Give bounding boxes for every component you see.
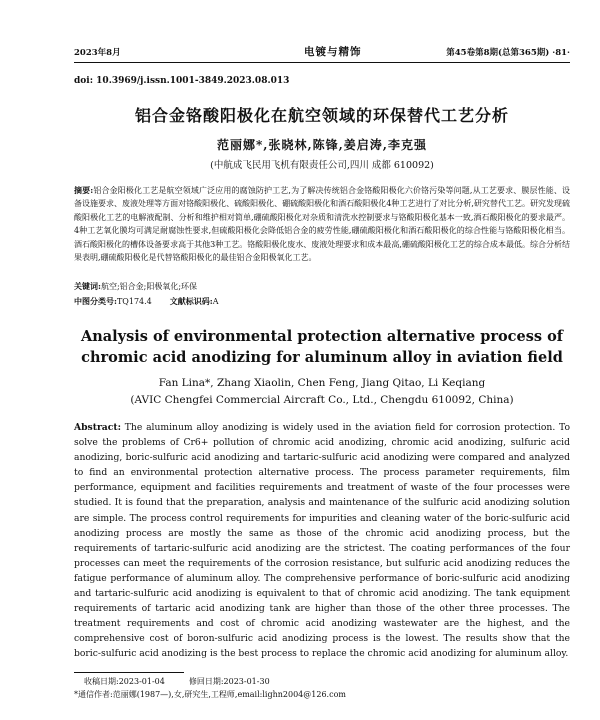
authors-chinese: 范丽娜*,张晓林,陈锋,姜启涛,李克强 (217, 138, 427, 152)
footnote-author: *通信作者:范丽娜(1987—),女,研究生,工程师,email:lighn2004@126.com (74, 690, 346, 699)
header-rule (74, 62, 570, 63)
received-date: 2023-01-04 (118, 677, 165, 686)
running-header (74, 44, 570, 60)
revised-label: 修回日期: (188, 677, 224, 686)
title-chinese: 铝合金铬酸阳极化在航空领域的环保替代工艺分析 (134, 106, 509, 125)
footnote-dates (84, 676, 270, 687)
abstract-english-text: The aluminum alloy anodizing is widely used in the aviation field for corrosion protection. To solve the problems of Cr6+ pollution of chromic acid anodizing, chromic acid anodizing, sulfuric acid anodizing, boric-sulfuric acid anodizing and tartaric-sulfuric acid anodizing were compared and analyzed to find an environmental protection alternative process. The process parameter requirements, film performance, equipment and facilities requirements and treatment of waste of the four processes were studied. It is found that the preparation, analysis and maintenance of the sulfuric acid anodizing solution are simple. The process control requirements for impurities and cleaning water of the boric-sulfuric acid anodizing process are mostly the same as those of the chromic acid anodizing process, but the requirements of tartaric-sulfuric acid anodizing are the strictest. The coating performances of the four processes can meet the requirements of the corrosion resistance, but sulfuric acid anodizing reduces the fatigue performance of aluminum alloy. The comprehensive performance of boric-sulfuric acid anodizing and tartaric-sulfuric acid anodizing is equivalent to that of chromic acid anodizing. The tank equipment requirements of tartaric acid anodizing tank are higher than those of the other three processes. The treatment requirements and cost of chromic acid anodizing wastewater are the highest, and the comprehensive cost of boron-sulfuric acid anodizing process is the lowest. The results show that the boric-sulfuric acid anodizing is the best process to replace the chromic acid anodizing for aluminum alloy. (74, 422, 571, 660)
classification-line (74, 296, 570, 307)
class-no-label: 中图分类号: (74, 296, 117, 306)
abstract-english-label: Abstract: (74, 422, 121, 433)
doc-code-label: 文献标识码: (169, 296, 213, 306)
authors-english: Fan Lina*, Zhang Xiaolin, Chen Feng, Jiang Qitao, Li Keqiang (158, 377, 486, 389)
header-issue-page: 第45卷第8期(总第365期) ·81· (446, 48, 570, 58)
abstract-chinese-text: 铝合金阳极化工艺是航空领域广泛应用的腐蚀防护工艺,为了解决传统铝合金铬酸阳极化六价铬污染等问题,从工艺要求、膜层性能、设备设施要求、废液处理等方面对铬酸阳极化、硫酸阳极化、硼硫酸阳极化和酒石酸阳极化4种工艺进行了对比分析,研究替代工艺。研究发现硫酸阳极化工艺的电解液配制、分析和维护相对简单,硼硫酸阳极化对杂质和清洗水控制要求与铬酸阳极化基本一致,酒石酸阳极化的要求最严。4种工艺氧化膜均可满足耐腐蚀性要求,但硫酸阳极化会降低铝合金的疲劳性能,硼硫酸阳极化和酒石酸阳极化的综合性能与铬酸阳极化相当。酒石酸阳极化的槽体设备要求高于其他3种工艺。铬酸阳极化废水、废液处理要求和成本最高,硼硫酸阳极化工艺的综合成本最低。综合分析结果表明,硼硫酸阳极化是代替铬酸阳极化的最佳铝合金阳极氧化工艺。 (74, 186, 570, 263)
title-english: Analysis of environmental protection alternative process of chromic acid anodizing for aluminum alloy in aviation field (80, 328, 564, 366)
keywords-chinese-text: 航空;铝合金;阳极氧化;环保 (100, 282, 198, 291)
received-label: 收稿日期: (84, 677, 119, 686)
doi[interactable]: doi: 10.3969/j.issn.1001-3849.2023.08.013 (74, 76, 290, 86)
header-journal-name: 电镀与精饰 (304, 46, 362, 58)
class-no: TQ174.4 (116, 297, 152, 306)
abstract-english (74, 420, 570, 662)
keywords-chinese-label: 关键词: (74, 281, 101, 291)
keywords-chinese (74, 281, 570, 292)
header-date: 2023年8月 (74, 48, 121, 58)
abstract-chinese (74, 184, 570, 264)
footnote-rule (74, 672, 184, 673)
affiliation-english: (AVIC Chengfei Commercial Aircraft Co., Ltd., Chengdu 610092, China) (130, 394, 514, 406)
affiliation-chinese: (中航成飞民用飞机有限责任公司,四川 成都 610092) (210, 160, 434, 171)
doc-code: A (212, 297, 219, 306)
revised-date: 2023-01-30 (223, 677, 270, 686)
abstract-chinese-label: 摘要: (74, 185, 94, 195)
